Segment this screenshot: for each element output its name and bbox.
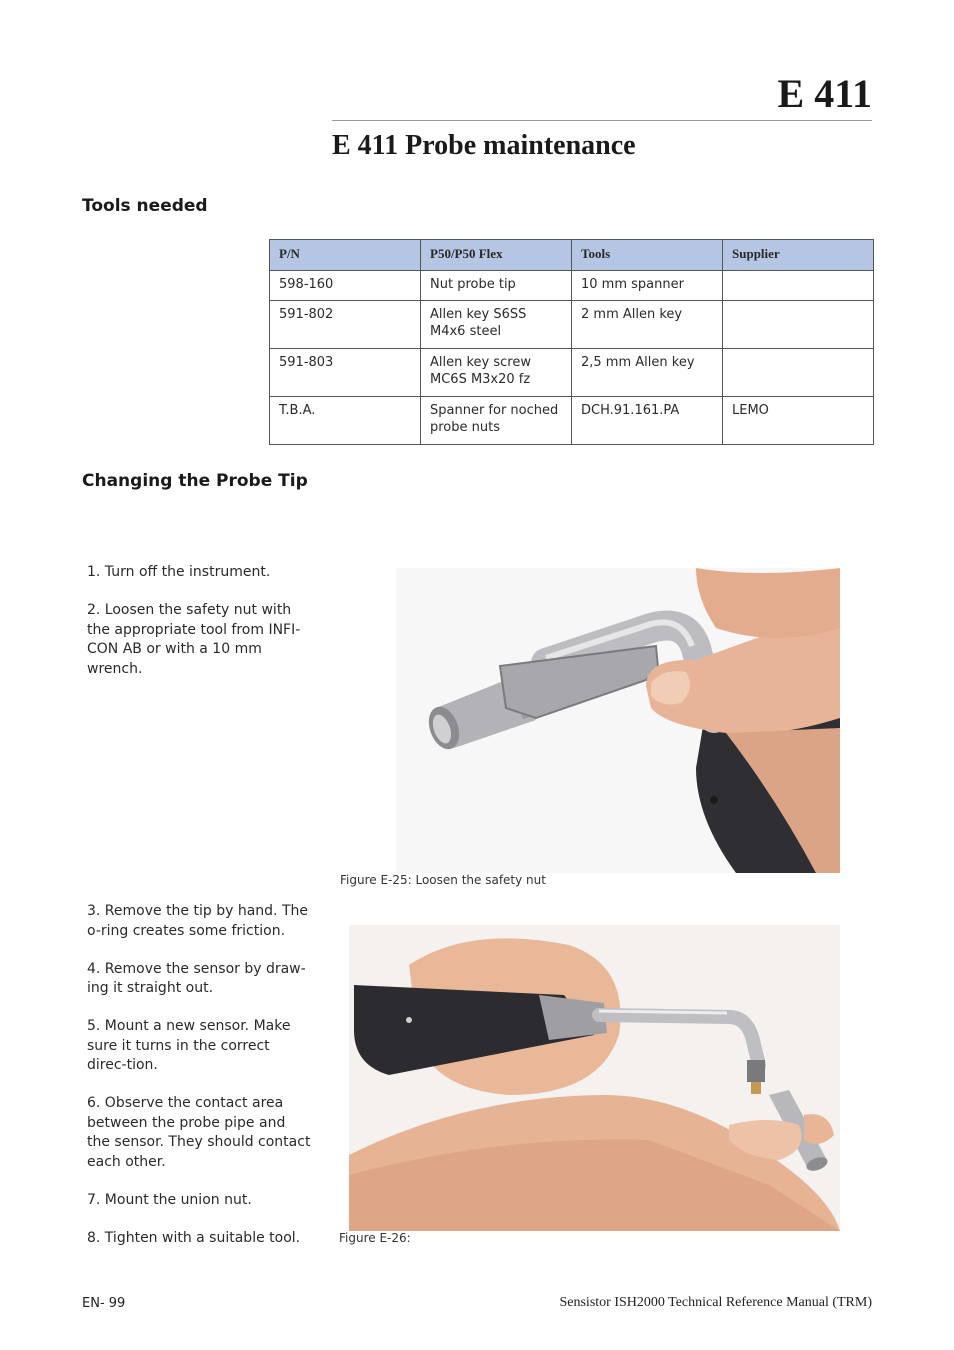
table-cell: 2 mm Allen key [572, 301, 723, 349]
table-cell [723, 301, 874, 349]
steps-list-a [87, 563, 312, 698]
page-title: E 411 Probe maintenance [332, 130, 636, 161]
figure-caption-e26: Figure E-26: [339, 1231, 411, 1245]
table-cell [723, 349, 874, 397]
header-rule [332, 120, 872, 121]
photo-hands-removing-tip [349, 925, 840, 1231]
step-text: 6. Observe the contact area between the probe pipe and the sensor. They should contact each other. [87, 1095, 311, 1170]
chapter-title: E 411 [777, 71, 872, 116]
column-header-supplier: Supplier [723, 240, 874, 271]
table-row [270, 397, 874, 445]
table-cell: Spanner for noched probe nuts [421, 397, 572, 445]
column-header-model: P50/P50 Flex [421, 240, 572, 271]
tools-needed-heading: Tools needed [82, 196, 208, 216]
step-text: 1. Turn off the instrument. [87, 564, 271, 580]
column-header-pn: P/N [270, 240, 421, 271]
tools-table [269, 239, 874, 445]
table-cell: Allen key screw MC6S M3x20 fz [421, 349, 572, 397]
changing-probe-tip-heading: Changing the Probe Tip [82, 471, 308, 491]
table-cell [723, 271, 874, 301]
column-header-tools: Tools [572, 240, 723, 271]
figure-caption-e25: Figure E-25: Loosen the safety nut [340, 873, 546, 887]
table-cell: T.B.A. [270, 397, 421, 445]
figure-remove-sensor [349, 925, 840, 1231]
step-text: 5. Mount a new sensor. Make sure it turns in the correct direc-tion. [87, 1018, 291, 1073]
table-cell: 591-803 [270, 349, 421, 397]
step-text: 7. Mount the union nut. [87, 1191, 252, 1208]
table-cell: Allen key S6SS M4x6 steel [421, 301, 572, 349]
step-text: 8. Tighten with a suitable tool. [87, 1229, 301, 1246]
table-cell: Nut probe tip [421, 271, 572, 301]
table-row [270, 271, 874, 301]
table-cell: 591-802 [270, 301, 421, 349]
figure-loosen-safety-nut [396, 568, 840, 873]
steps-list-b [87, 902, 312, 1267]
photo-wrench-on-probe [396, 568, 840, 873]
table-cell: LEMO [723, 397, 874, 445]
table-cell: 598-160 [270, 271, 421, 301]
table-row [270, 349, 874, 397]
table-cell: 2,5 mm Allen key [572, 349, 723, 397]
table-row [270, 301, 874, 349]
step-text: 3. Remove the tip by hand. The o-ring creates some friction. [87, 903, 308, 939]
page-number: EN- 99 [82, 1296, 126, 1311]
table-header-row [270, 240, 874, 271]
table-cell: DCH.91.161.PA [572, 397, 723, 445]
manual-title: Sensistor ISH2000 Technical Reference Manual (TRM) [559, 1295, 872, 1310]
step-text: 2. Loosen the safety nut with the appropriate tool from INFI-CON AB or with a 10 mm wrench. [87, 602, 301, 677]
step-text: 4. Remove the sensor by draw-ing it straight out. [87, 960, 306, 996]
table-cell: 10 mm spanner [572, 271, 723, 301]
